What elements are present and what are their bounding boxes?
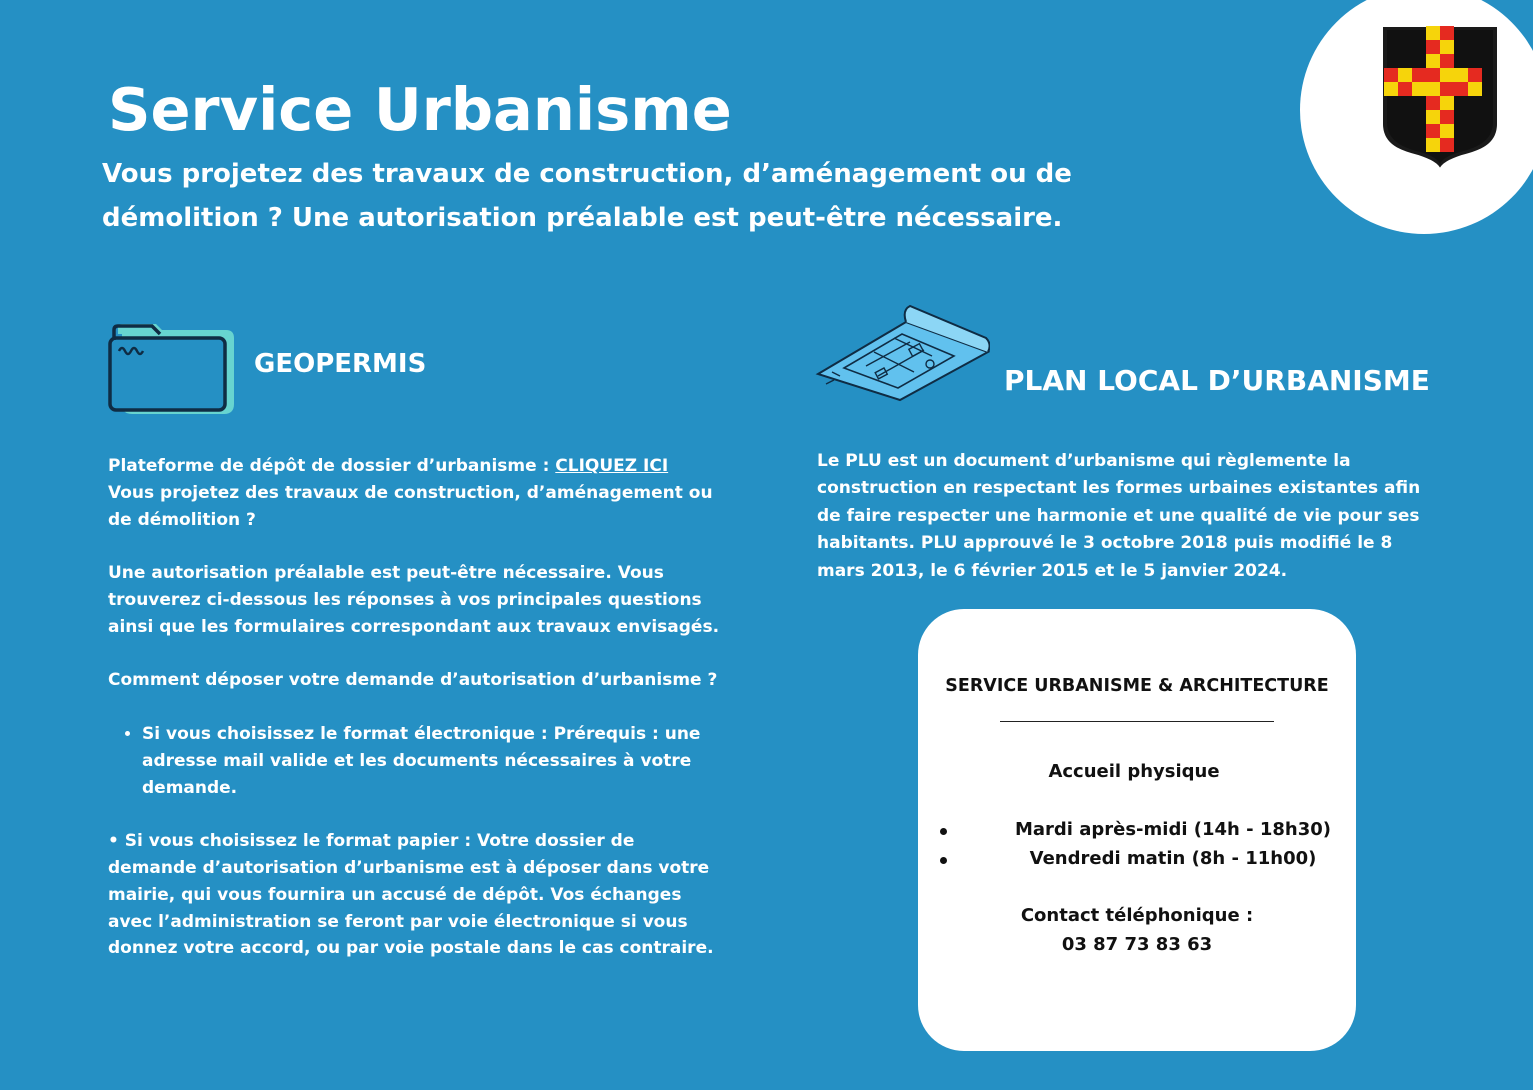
coat-of-arms-logo — [1378, 22, 1502, 172]
geopermis-question: Comment déposer votre demande d’autorisation d’urbanisme ? — [108, 670, 718, 691]
paper-format-paragraph: • Si vous choisissez le format papier : Votre dossier de demande d’autorisation d’urbanisme est à déposer dans votre mairie, qui vous fournira un accusé de dépôt. Vos échanges avec l’administration se feront par voie électronique si vous donnez votre accord, ou par voie postale dans le cas contraire. — [108, 831, 714, 959]
platform-label: Plateforme de dépôt de dossier d’urbanisme : — [108, 456, 556, 476]
card-divider — [1000, 721, 1274, 722]
opening-hours-item — [936, 815, 1346, 844]
crest-cross-tile — [1426, 68, 1440, 82]
crest-cross-tile — [1440, 26, 1454, 40]
crest-cross-tile — [1426, 54, 1440, 68]
crest-cross-tile — [1454, 68, 1468, 82]
cliquez-ici-link[interactable]: CLIQUEZ ICI — [555, 456, 669, 476]
service-card-title: SERVICE URBANISME & ARCHITECTURE — [945, 676, 1329, 696]
page-subtitle: Vous projetez des travaux de construction, d’aménagement ou de démolition ? Une autorisation préalable est peut-être nécessaire. — [102, 159, 1072, 233]
crest-cross-tile — [1440, 68, 1454, 82]
opening-hours-list — [936, 815, 1346, 873]
opening-hours-item — [936, 844, 1346, 873]
crest-cross-tile — [1440, 96, 1454, 110]
page-title: Service Urbanisme — [108, 75, 732, 144]
crest-cross-tile — [1426, 124, 1440, 138]
geopermis-paragraph: Une autorisation préalable est peut-être nécessaire. Vous trouverez ci-dessous les réponses à vos principales questions ainsi que les formulaires correspondant aux travaux envisagés. — [108, 563, 720, 637]
bullet-dot — [940, 857, 947, 864]
crest-cross-tile — [1454, 82, 1468, 96]
electronic-format-item: • Si vous choisissez le format électronique : Prérequis : une adresse mail valide et les documents nécessaires à votre demande. — [142, 721, 728, 801]
plu-heading: PLAN LOCAL D’URBANISME — [1004, 364, 1430, 397]
crest-cross-tile — [1440, 54, 1454, 68]
crest-cross-tile — [1398, 68, 1412, 82]
crest-cross-tile — [1440, 124, 1454, 138]
geopermis-intro: Vous projetez des travaux de construction, d’aménagement ou de démolition ? — [108, 482, 713, 530]
crest-cross-tile — [1426, 40, 1440, 54]
opening-hours-text: Vendredi matin (8h - 11h00) — [1029, 848, 1317, 869]
geopermis-content — [108, 453, 728, 962]
crest-cross-tile — [1426, 26, 1440, 40]
folder-icon — [108, 320, 238, 416]
bullet-dot — [940, 828, 947, 835]
crest-cross-tile — [1412, 68, 1426, 82]
crest-cross-tile — [1440, 82, 1454, 96]
crest-cross-tile — [1412, 82, 1426, 96]
service-contact-card — [918, 609, 1356, 1051]
phone-number[interactable]: 03 87 73 83 63 — [1061, 934, 1213, 955]
crest-cross-tile — [1384, 82, 1398, 96]
crest-cross-tile — [1426, 110, 1440, 124]
crest-cross-tile — [1468, 68, 1482, 82]
contact-label: Contact téléphonique : — [1020, 905, 1254, 926]
crest-cross-tile — [1426, 96, 1440, 110]
crest-cross-tile — [1468, 82, 1482, 96]
crest-cross-tile — [1398, 82, 1412, 96]
plu-description: Le PLU est un document d’urbanisme qui règlemente la construction en respectant les formes urbaines existantes afin de faire respecter une harmonie et une qualité de vie pour ses habitants. PLU approuvé le 3 octobre 2018 puis modifié le 8 mars 2013, le 6 février 2015 et le 5 janvier 2024. — [817, 451, 1421, 581]
crest-cross-tile — [1440, 40, 1454, 54]
blueprint-plan-icon — [814, 304, 990, 402]
format-list — [108, 721, 728, 801]
crest-cross-tile — [1440, 138, 1454, 152]
geopermis-heading: GEOPERMIS — [254, 349, 427, 379]
crest-cross-tile — [1426, 138, 1440, 152]
opening-hours-text: Mardi après-midi (14h - 18h30) — [1014, 819, 1332, 840]
crest-cross-tile — [1440, 110, 1454, 124]
platform-line — [108, 453, 728, 480]
reception-label: Accueil physique — [1048, 761, 1220, 782]
crest-cross-tile — [1426, 82, 1440, 96]
crest-cross-tile — [1384, 68, 1398, 82]
